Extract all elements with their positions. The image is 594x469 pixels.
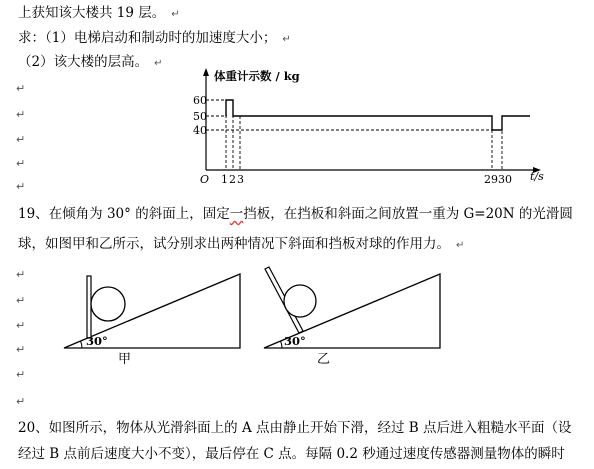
- y-tick-40: 40: [193, 124, 207, 137]
- x-tick-29: 29: [484, 173, 498, 184]
- y-axis-arrow-icon: [203, 68, 209, 76]
- spellcheck-word: 一: [229, 206, 244, 222]
- q19-line-1: [18, 206, 573, 222]
- ball: [284, 285, 316, 317]
- text-line-3: [18, 54, 162, 72]
- text-content: 上获知该大楼共 19 层。: [18, 5, 166, 21]
- text-line-2: [18, 30, 291, 48]
- paragraph-mark-icon: ↵: [16, 368, 26, 381]
- paragraph-mark-icon: ↵: [171, 9, 180, 20]
- paragraph-mark-icon: ↵: [456, 240, 465, 251]
- paragraph-mark-icon: ↵: [16, 294, 26, 307]
- ball: [91, 287, 125, 321]
- paragraph-mark-icon: ↵: [16, 157, 26, 170]
- paragraph-mark-icon: ↵: [16, 343, 26, 356]
- y-tick-60: 60: [193, 94, 207, 107]
- paragraph-mark-icon: ↵: [16, 395, 26, 408]
- paragraph-mark-icon: ↵: [16, 268, 26, 281]
- figure-jia: [62, 266, 247, 366]
- text-content: 求：（1）电梯启动和制动时的加速度大小；: [18, 30, 277, 46]
- text-content: 球，如图甲和乙所示，试分别求出两种情况下斜面和挡板对球的作用力。: [18, 236, 450, 252]
- text-content: （2）该大楼的层高。: [18, 54, 149, 70]
- angle-label: 30°: [284, 334, 306, 348]
- text-content: 20、如图所示，物体从光滑斜面上的 A 点由静止开始下滑，经过 B 点后进入粗糙水平面（设: [18, 420, 572, 436]
- paragraph-mark-icon: ↵: [16, 82, 26, 95]
- origin-label: O: [200, 173, 210, 184]
- x-tick-1: 1: [221, 173, 228, 184]
- figure-yi: [262, 266, 447, 366]
- x-tick-2: 2: [229, 173, 236, 184]
- weight-series-line: [226, 100, 530, 130]
- text-content: 经过 B 点前后速度大小不变），最后停在 C 点。每隔 0.2 秒通过速度传感器测量物体的瞬时: [18, 446, 565, 462]
- text-line-1: [18, 5, 180, 23]
- paragraph-mark-icon: ↵: [16, 319, 26, 332]
- paragraph-mark-icon: ↵: [282, 34, 291, 45]
- q20-line-1: [18, 420, 572, 436]
- q19-line-2: [18, 236, 464, 254]
- paragraph-mark-icon: ↵: [16, 108, 26, 121]
- y-tick-50: 50: [193, 110, 207, 123]
- q20-line-2: [18, 446, 565, 462]
- text-content: 挡板，在挡板和斜面之间放置一重为 G=20N 的光滑圆: [243, 206, 573, 222]
- paragraph-mark-icon: ↵: [16, 133, 26, 146]
- angle-label: 30°: [86, 334, 108, 348]
- paragraph-mark-icon: ↵: [154, 58, 163, 69]
- vertical-board: [87, 276, 91, 338]
- caption-yi: 乙: [317, 352, 331, 366]
- x-axis-unit: t/s: [530, 170, 544, 183]
- x-tick-3: 3: [237, 173, 244, 184]
- caption-jia: 甲: [118, 352, 132, 366]
- angle-arc: [81, 341, 83, 348]
- x-tick-30: 30: [498, 173, 512, 184]
- paragraph-mark-icon: ↵: [16, 180, 26, 193]
- text-content: 19、在倾角为 30° 的斜面上，固定: [18, 206, 230, 222]
- dashed-guides: [206, 100, 502, 170]
- angle-arc: [281, 341, 283, 348]
- weight-time-chart: [190, 66, 550, 184]
- y-axis-title: 体重计示数 / kg: [214, 69, 300, 83]
